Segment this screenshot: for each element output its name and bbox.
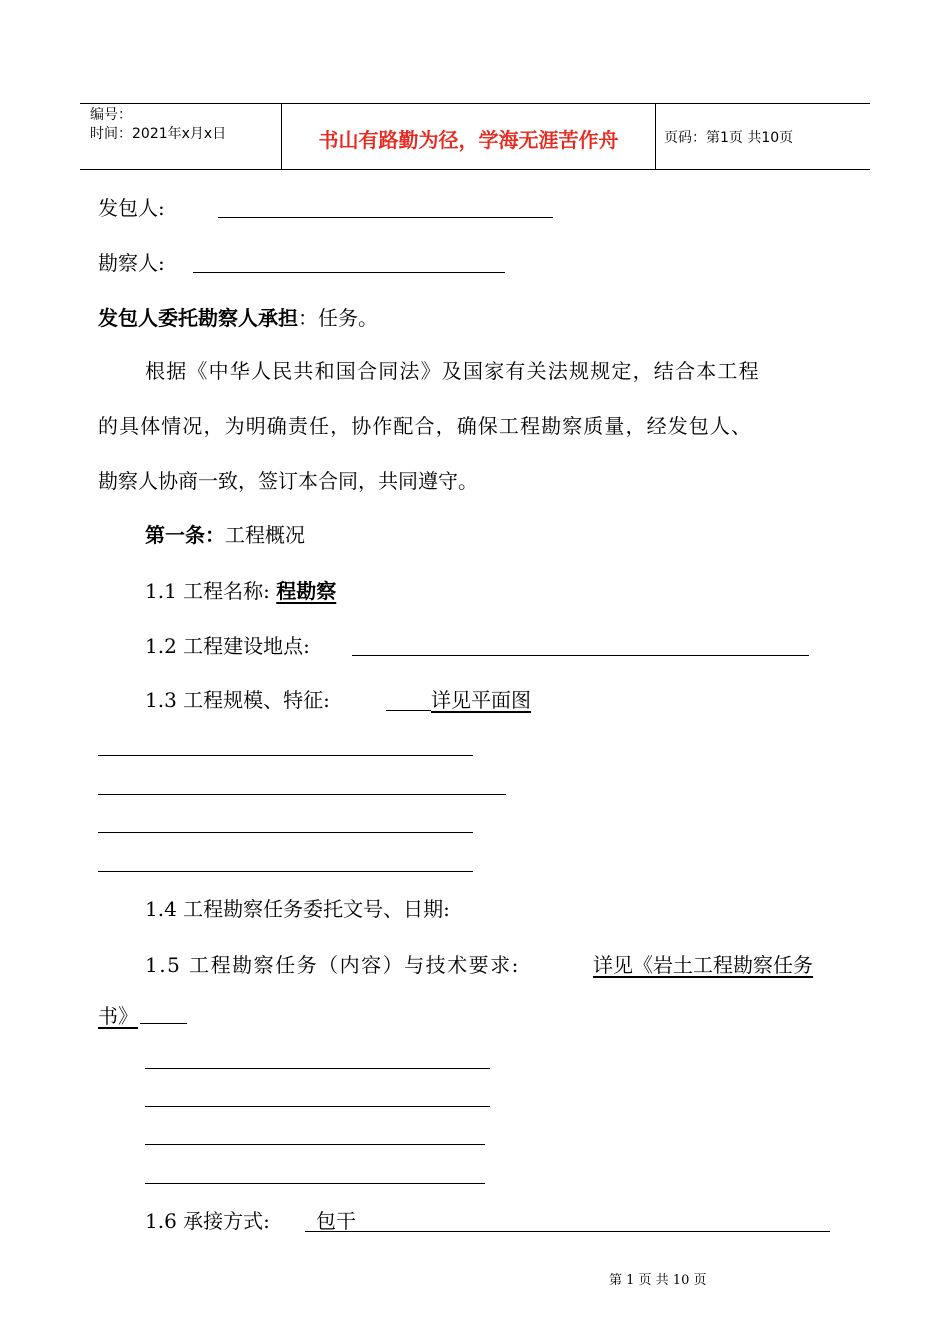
item-1-3-label: 1.3 工程规模、特征: (145, 688, 330, 712)
item-1-5-label: 1.5 工程勘察任务（内容）与技术要求: (145, 953, 520, 977)
blank-line (98, 794, 506, 795)
task-rest-text: ：任务。 (298, 306, 378, 330)
article-1-title-bold: 第一条： (145, 523, 225, 547)
task-bold-text: 发包人委托勘察人承担 (98, 306, 298, 330)
item-1-4-label: 1.4 工程勘察任务委托文号、日期: (145, 897, 450, 921)
header-motto: 书山有路勤为径，学海无涯苦作舟 (318, 128, 619, 152)
blank-line (145, 1106, 490, 1107)
article-1-title (145, 522, 305, 548)
intro-line-1: 根据《中华人民共和国合同法》及国家有关法规规定，结合本工程 (145, 359, 760, 383)
blank-line (145, 1183, 485, 1184)
header-divider-right (655, 103, 656, 170)
header-time-label: 时间：2021年x月x日 (90, 126, 227, 142)
item-1-5-trailing-blank (140, 1023, 187, 1024)
blank-line (98, 832, 473, 833)
blank-line (98, 755, 473, 756)
article-1-title-rest: 工程概况 (225, 523, 305, 547)
item-1-1-label: 1.1 工程名称: (145, 579, 270, 603)
item-1-2-blank (352, 655, 809, 656)
employer-blank (218, 217, 553, 218)
employer-label: 发包人: (98, 196, 165, 220)
page-footer: 第 1 页 共 10 页 (609, 1273, 707, 1288)
task-sentence (98, 305, 378, 331)
intro-line-3: 勘察人协商一致，签订本合同，共同遵守。 (98, 469, 478, 493)
item-1-6-blank (305, 1231, 830, 1232)
header-top-rule (80, 103, 870, 104)
blank-line (98, 871, 473, 872)
item-1-3-value: 详见平面图 (431, 688, 531, 712)
blank-line (145, 1144, 485, 1145)
item-1-6-label: 1.6 承接方式: (145, 1209, 270, 1233)
header-bottom-rule (80, 169, 870, 170)
item-1-5-value-b: 书》 (98, 1004, 138, 1028)
item-1-1 (145, 578, 336, 604)
surveyor-label: 勘察人: (98, 251, 165, 275)
surveyor-blank (193, 272, 505, 273)
blank-line (145, 1068, 490, 1069)
item-1-3-leading-blank (386, 710, 431, 711)
header-number-label: 编号： (90, 107, 132, 123)
item-1-5-value-a: 详见《岩土工程勘察任务 (593, 953, 813, 977)
header-page-label: 页码：第1页 共10页 (664, 130, 794, 146)
item-1-2-label: 1.2 工程建设地点: (145, 634, 310, 658)
item-1-6-value: 包干 (316, 1209, 356, 1233)
intro-line-2: 的具体情况，为明确责任，协作配合，确保工程勘察质量，经发包人、 (98, 414, 753, 438)
item-1-1-value: 程勘察 (276, 579, 337, 603)
